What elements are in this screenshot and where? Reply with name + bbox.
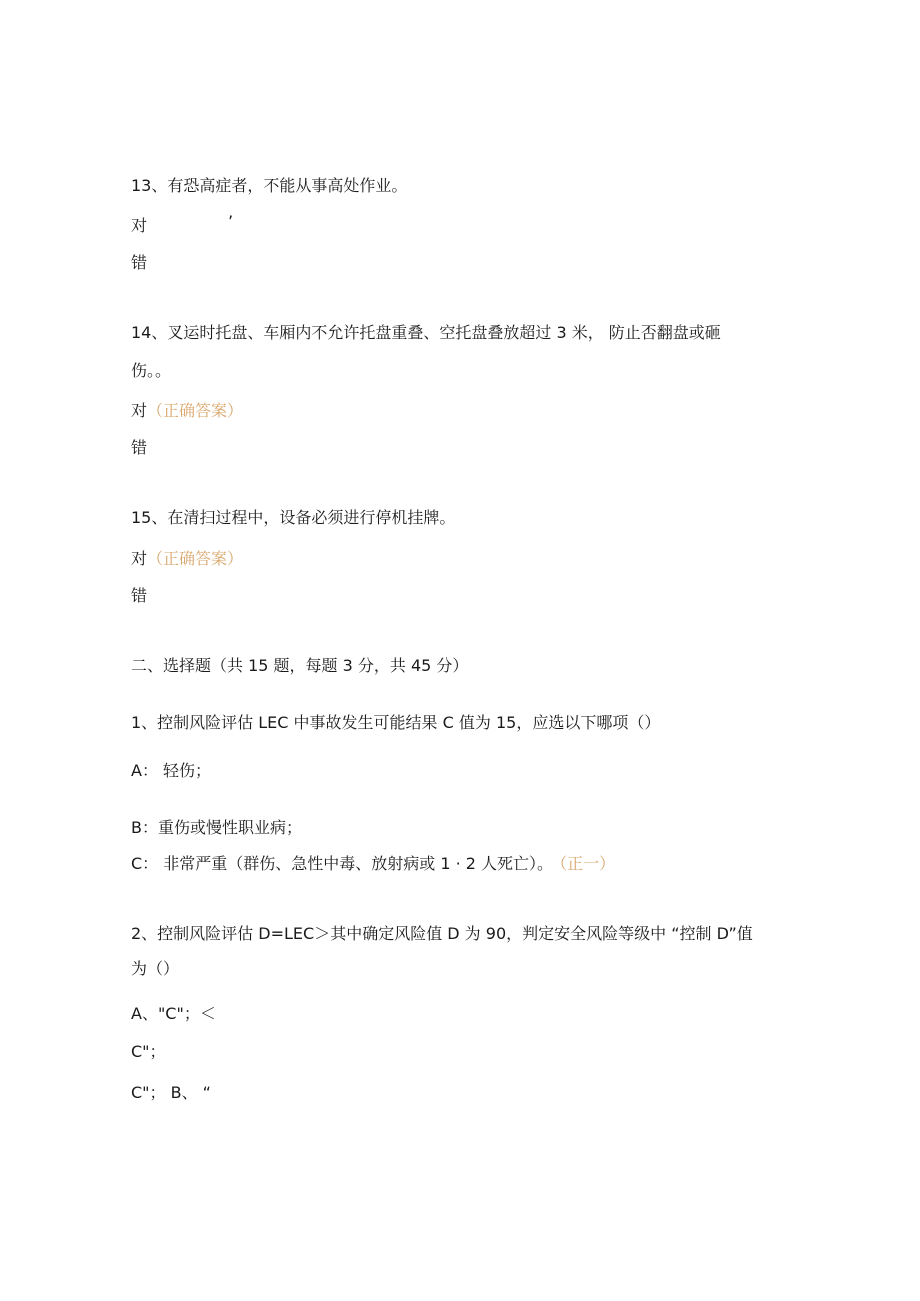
mc1-option-a: A： 轻伤； xyxy=(131,761,212,780)
q15-correct-answer-mark: （正确答案） xyxy=(147,549,244,568)
mc2-option-fragment-1: C"； xyxy=(131,1042,166,1061)
mc2-option-fragment-2: C"； B、 “ xyxy=(131,1083,211,1102)
q13-question: 13、有恐高症者，不能从事高处作业。 xyxy=(131,176,408,195)
mc1-question: 1、控制风险评估 LEC 中事故发生可能结果 C 值为 15，应选以下哪项（） xyxy=(131,713,661,732)
mc2-question-line1: 2、控制风险评估 D=LEC＞其中确定风险值 D 为 90，判定安全风险等级中 “控制 D”值 xyxy=(131,924,753,943)
q14-question-line2: 伤。。 xyxy=(131,361,172,380)
stray-mark: ’ xyxy=(228,212,234,231)
q15-option-true: 对 xyxy=(131,549,148,568)
q14-option-false: 错 xyxy=(131,438,148,457)
q13-option-true: 对 xyxy=(131,216,148,235)
q14-question-line1: 14、叉运时托盘、车厢内不允许托盘重叠、空托盘叠放超过 3 米， 防止否翻盘或砸 xyxy=(131,323,721,342)
mc1-option-c-row xyxy=(131,853,615,875)
mc1-answer-mark: （正一） xyxy=(559,854,616,873)
mc2-question-line2: 为（） xyxy=(131,959,180,978)
q15-option-true-row xyxy=(131,548,243,570)
q13-option-false: 错 xyxy=(131,253,148,272)
q15-option-false: 错 xyxy=(131,586,148,605)
q15-question: 15、在清扫过程中，设备必须进行停机挂牌。 xyxy=(131,508,456,527)
mc1-option-c: C： 非常严重（群伤、急性中毒、放射病或 1 · 2 人死亡）。 xyxy=(131,854,554,873)
mc1-option-b: B：重伤或慢性职业病； xyxy=(131,818,302,837)
q14-correct-answer-mark: （正确答案） xyxy=(147,401,244,420)
q14-option-true: 对 xyxy=(131,401,148,420)
mc2-option-a: A、"C"；＜ xyxy=(131,1004,216,1023)
section-heading: 二、选择题（共 15 题，每题 3 分，共 45 分） xyxy=(131,656,469,675)
q14-option-true-row xyxy=(131,400,243,422)
